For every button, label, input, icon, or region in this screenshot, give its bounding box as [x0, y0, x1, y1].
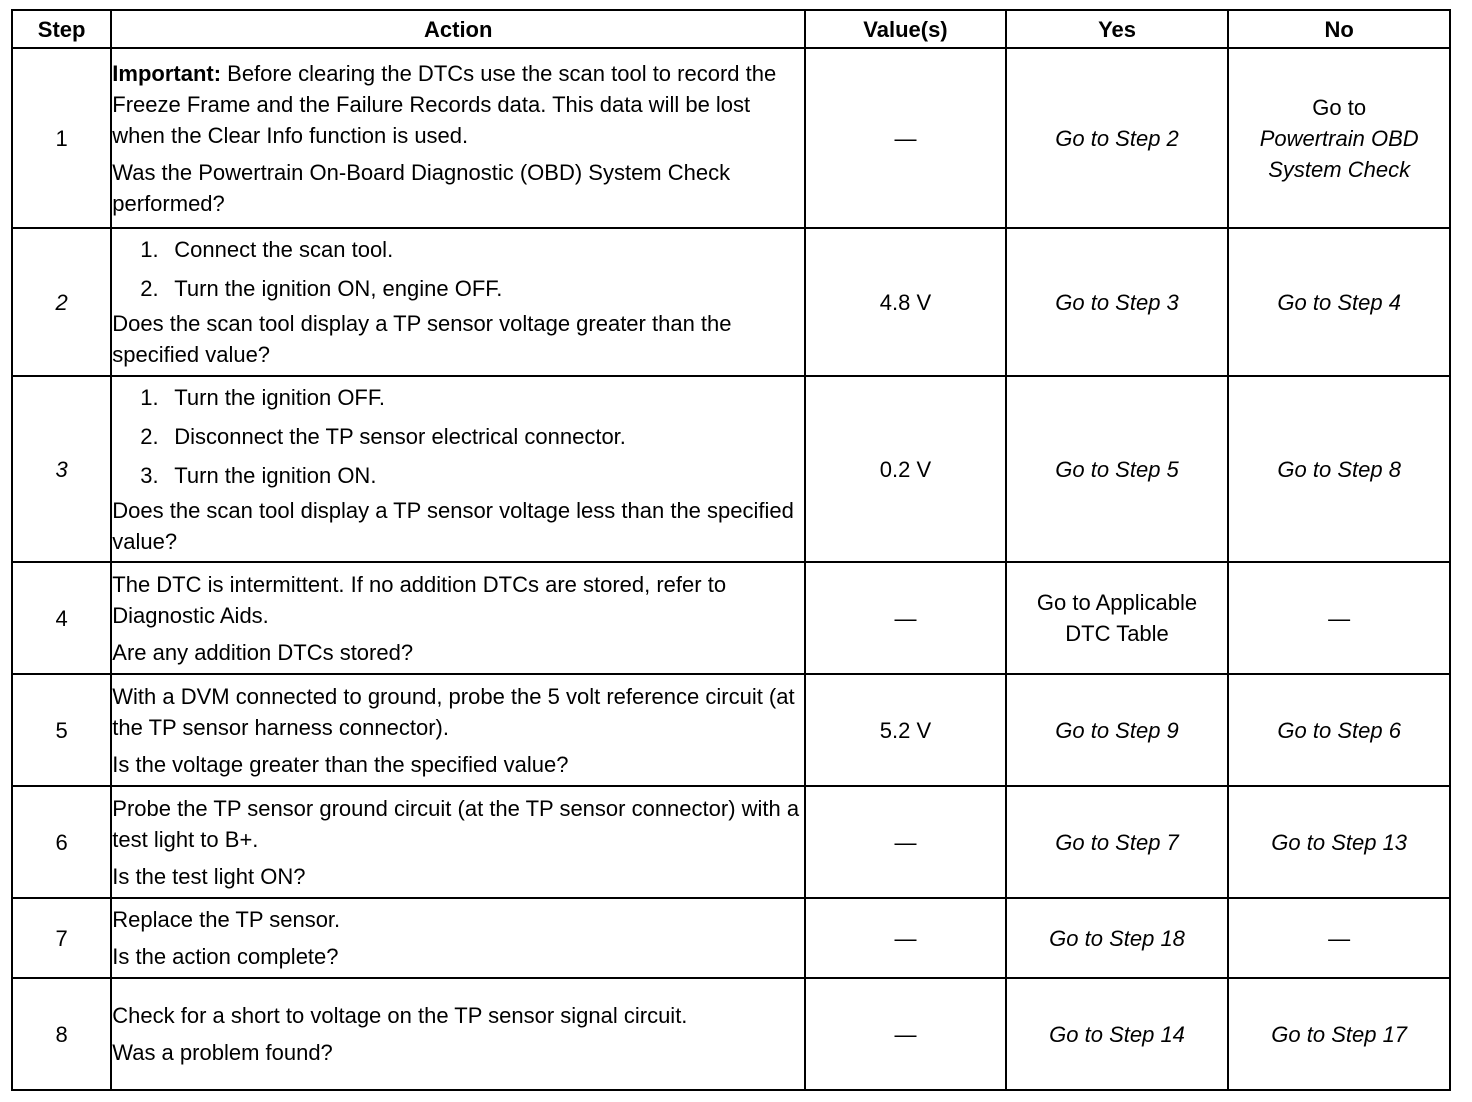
no-cell [1228, 228, 1450, 376]
yes-cell [1006, 786, 1229, 898]
no-text: Go to [1312, 94, 1367, 120]
step-number: 8 [12, 978, 111, 1090]
table-row [12, 562, 1450, 674]
yes-link[interactable]: Go to Step 14 [1049, 1021, 1185, 1047]
value-cell: — [805, 786, 1006, 898]
table-row [12, 978, 1450, 1090]
step-number: 5 [12, 674, 111, 786]
step-number: 4 [12, 562, 111, 674]
yes-link[interactable]: Go to Step 7 [1055, 829, 1179, 855]
no-link[interactable]: Go to Step 17 [1271, 1021, 1408, 1047]
action-question: Does the scan tool display a TP sensor voltage less than the specified value? [112, 497, 794, 554]
value-cell: — [805, 898, 1006, 978]
action-question: Are any addition DTCs stored? [112, 639, 414, 665]
action-text: Check for a short to voltage on the TP sensor signal circuit. [112, 1003, 688, 1028]
yes-cell [1006, 674, 1229, 786]
yes-link[interactable]: Go to Step 2 [1055, 125, 1179, 151]
action-text: Replace the TP sensor. [112, 907, 341, 932]
action-question: Is the voltage greater than the specified value? [112, 751, 569, 777]
action-cell [111, 562, 805, 674]
no-link[interactable]: Powertrain OBD System Check [1259, 125, 1419, 182]
step-number: 2 [12, 228, 111, 376]
list-item: 2. Disconnect the TP sensor electrical connector. [140, 423, 626, 449]
yes-cell [1006, 48, 1229, 228]
no-cell [1228, 978, 1450, 1090]
value-cell: 0.2 V [805, 376, 1006, 562]
yes-cell [1006, 376, 1229, 562]
table-row [12, 376, 1450, 562]
list-item: 1. Connect the scan tool. [140, 237, 394, 262]
action-cell [111, 228, 805, 376]
yes-cell [1006, 562, 1229, 674]
action-cell [111, 978, 805, 1090]
action-question: Is the action complete? [112, 944, 339, 969]
header-action: Action [111, 10, 805, 48]
action-cell [111, 786, 805, 898]
table-row [12, 228, 1450, 376]
action-cell [111, 376, 805, 562]
table-row [12, 48, 1450, 228]
yes-cell [1006, 978, 1229, 1090]
no-cell [1228, 376, 1450, 562]
diagnostic-table [11, 9, 1451, 1091]
action-question: Is the test light ON? [112, 863, 306, 889]
header-values: Value(s) [805, 10, 1006, 48]
header-row [12, 10, 1450, 48]
list-item: 1. Turn the ignition OFF. [140, 384, 385, 410]
list-item: 2. Turn the ignition ON, engine OFF. [140, 276, 503, 301]
action-question: Was a problem found? [112, 1040, 333, 1065]
no-link[interactable]: Go to Step 4 [1277, 289, 1401, 315]
header-yes: Yes [1006, 10, 1229, 48]
step-number: 3 [12, 376, 111, 562]
value-cell: — [805, 978, 1006, 1090]
action-question: Does the scan tool display a TP sensor voltage greater than the specified value? [112, 311, 732, 367]
action-cell [111, 674, 805, 786]
list-item: 3. Turn the ignition ON. [140, 462, 377, 488]
table-row [12, 674, 1450, 786]
step-number: 7 [12, 898, 111, 978]
important-note [112, 58, 804, 151]
table-row [12, 898, 1450, 978]
value-cell: 5.2 V [805, 674, 1006, 786]
step-number: 6 [12, 786, 111, 898]
no-cell: — [1228, 898, 1450, 978]
yes-link[interactable]: Go to Step 5 [1055, 456, 1179, 482]
yes-cell [1006, 228, 1229, 376]
action-cell [111, 898, 805, 978]
value-cell: — [805, 48, 1006, 228]
action-cell [111, 48, 805, 228]
header-step: Step [12, 10, 111, 48]
no-cell [1228, 48, 1450, 228]
table-row [12, 786, 1450, 898]
no-cell [1228, 786, 1450, 898]
no-link[interactable]: Go to Step 13 [1271, 829, 1408, 855]
important-label: Important: [112, 60, 222, 86]
important-text: Before clearing the DTCs use the scan tool to record the Freeze Frame and the Failure Records data. This data will be lost when the Clear Info function is used. [112, 60, 777, 148]
yes-link[interactable]: Go to Step 9 [1055, 717, 1179, 743]
value-cell: — [805, 562, 1006, 674]
no-cell: — [1228, 562, 1450, 674]
yes-text[interactable]: Go to Applicable DTC Table [1036, 590, 1198, 646]
action-text: With a DVM connected to ground, probe the 5 volt reference circuit (at the TP sensor harness connector). [112, 683, 795, 740]
action-question: Was the Powertrain On-Board Diagnostic (OBD) System Check performed? [112, 159, 731, 216]
step-number: 1 [12, 48, 111, 228]
no-cell [1228, 674, 1450, 786]
value-cell: 4.8 V [805, 228, 1006, 376]
yes-link[interactable]: Go to Step 18 [1049, 925, 1185, 951]
header-no: No [1228, 10, 1450, 48]
action-text: The DTC is intermittent. If no addition DTCs are stored, refer to Diagnostic Aids. [112, 571, 727, 628]
yes-cell [1006, 898, 1229, 978]
yes-link[interactable]: Go to Step 3 [1055, 289, 1179, 315]
action-text: Probe the TP sensor ground circuit (at the TP sensor connector) with a test light to B+. [112, 795, 800, 852]
no-link[interactable]: Go to Step 6 [1277, 717, 1401, 743]
no-link[interactable]: Go to Step 8 [1277, 456, 1401, 482]
